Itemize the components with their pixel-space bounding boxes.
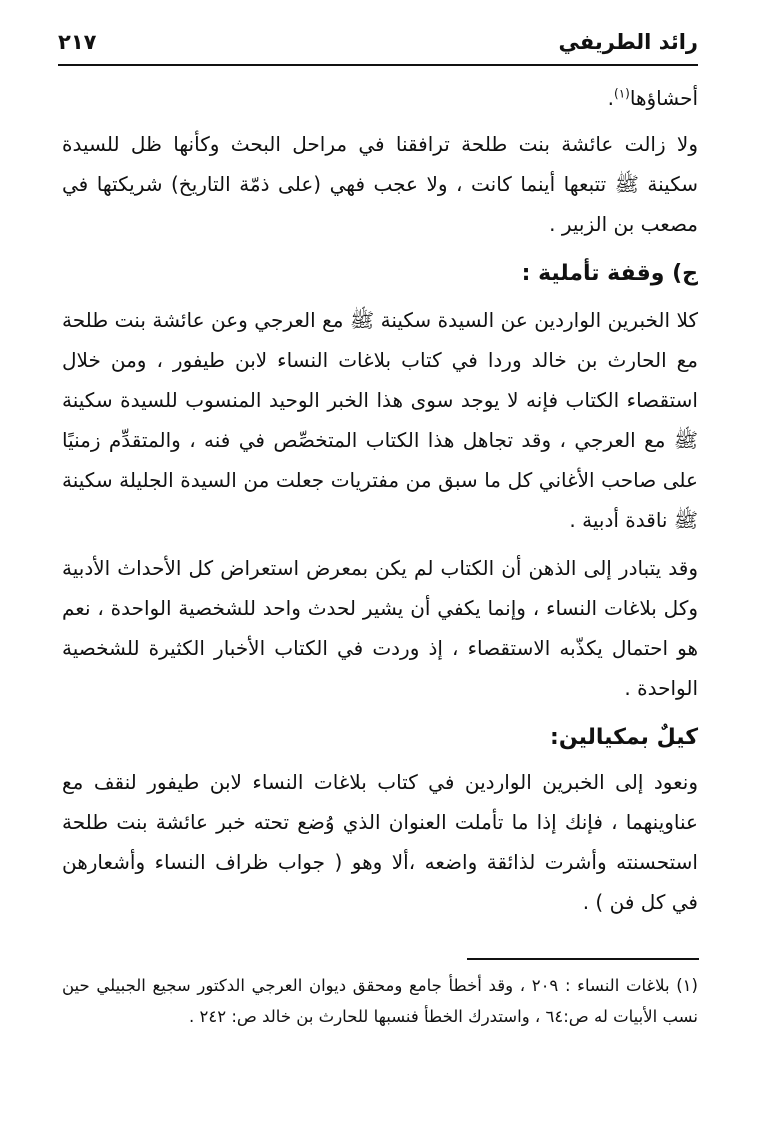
paragraph-3 xyxy=(62,548,698,708)
paragraph-3-text: وقد يتبادر إلى الذهن أن الكتاب لم يكن بمعرض استعراض كل الأحداث الأدبية وكل بلاغات النساء ، وإنما يكفي أن يشير لحدث واحد للشخصية الواحدة ، نعم هو احتمال يكذّبه الاستقصاء ، إذ وردت في الكتاب الأخبار الكثيرة للشخصية الواحدة . xyxy=(62,556,698,700)
paragraph-0 xyxy=(62,78,698,118)
paragraph-4 xyxy=(62,762,698,922)
paragraph-2 xyxy=(62,300,698,540)
page-header xyxy=(58,28,698,66)
paragraph-1-text: ولا زالت عائشة بنت طلحة ترافقنا في مراحل البحث وكأنها ظل للسيدة سكينة ﷺ تتبعها أينما كانت ، ولا عجب فهي (على ذمّة التاريخ) شريكتها في مصعب بن الزبير . xyxy=(62,132,698,236)
footnote-reference: (١) xyxy=(614,86,630,101)
footnote-divider xyxy=(467,958,699,960)
paragraph-0-end: . xyxy=(607,86,615,110)
page-number: ٢١٧ xyxy=(58,30,97,54)
paragraph-0-text: أحشاؤها xyxy=(629,86,698,110)
paragraph-4-text: ونعود إلى الخبرين الواردين في كتاب بلاغات النساء لابن طيفور لنقف مع عناوينهما ، فإنك إذا ما تأملت العنوان الذي وُضع تحته خبر عائشة بنت طلحة استحسنته وأشرت لذائقة واضعه ،ألا وهو ( جواب ظراف النساء وأشعارهن في كل فن ) . xyxy=(62,770,698,914)
paragraph-1 xyxy=(62,124,698,244)
section-heading-reflective-pause: ج) وقفة تأملية : xyxy=(521,261,698,286)
section-heading-double-standard: كيلٌ بمكيالين: xyxy=(550,725,698,750)
footnote: (١) بلاغات النساء : ٢٠٩ ، وقد أخطأ جامع ومحقق ديوان العرجي الدكتور سجيع الجبيلي حين نسب الأبيات له ص:٦٤ ، واستدرك الخطأ فنسبها للحارث بن خالد ص: ٢٤٢ . xyxy=(62,976,698,1026)
paragraph-2-text: كلا الخبرين الواردين عن السيدة سكينة ﷺ مع العرجي وعن عائشة بنت طلحة مع الحارث بن خالد وردا في كتاب بلاغات النساء لابن طيفور ، ومن خلال استقصاء الكتاب فإنه لا يوجد سوى هذا الخبر الوحيد المنسوب للسيدة سكينة ﷺ مع العرجي ، وقد تجاهل هذا الكتاب المتخصِّص في فنه ، والمتقدِّم زمنيًا على صاحب الأغاني كل ما سبق من مفتريات جعلت من السيدة الجليلة سكينة ﷺ ناقدة أدبية . xyxy=(62,308,698,532)
running-title: رائد الطريفي xyxy=(558,30,698,54)
